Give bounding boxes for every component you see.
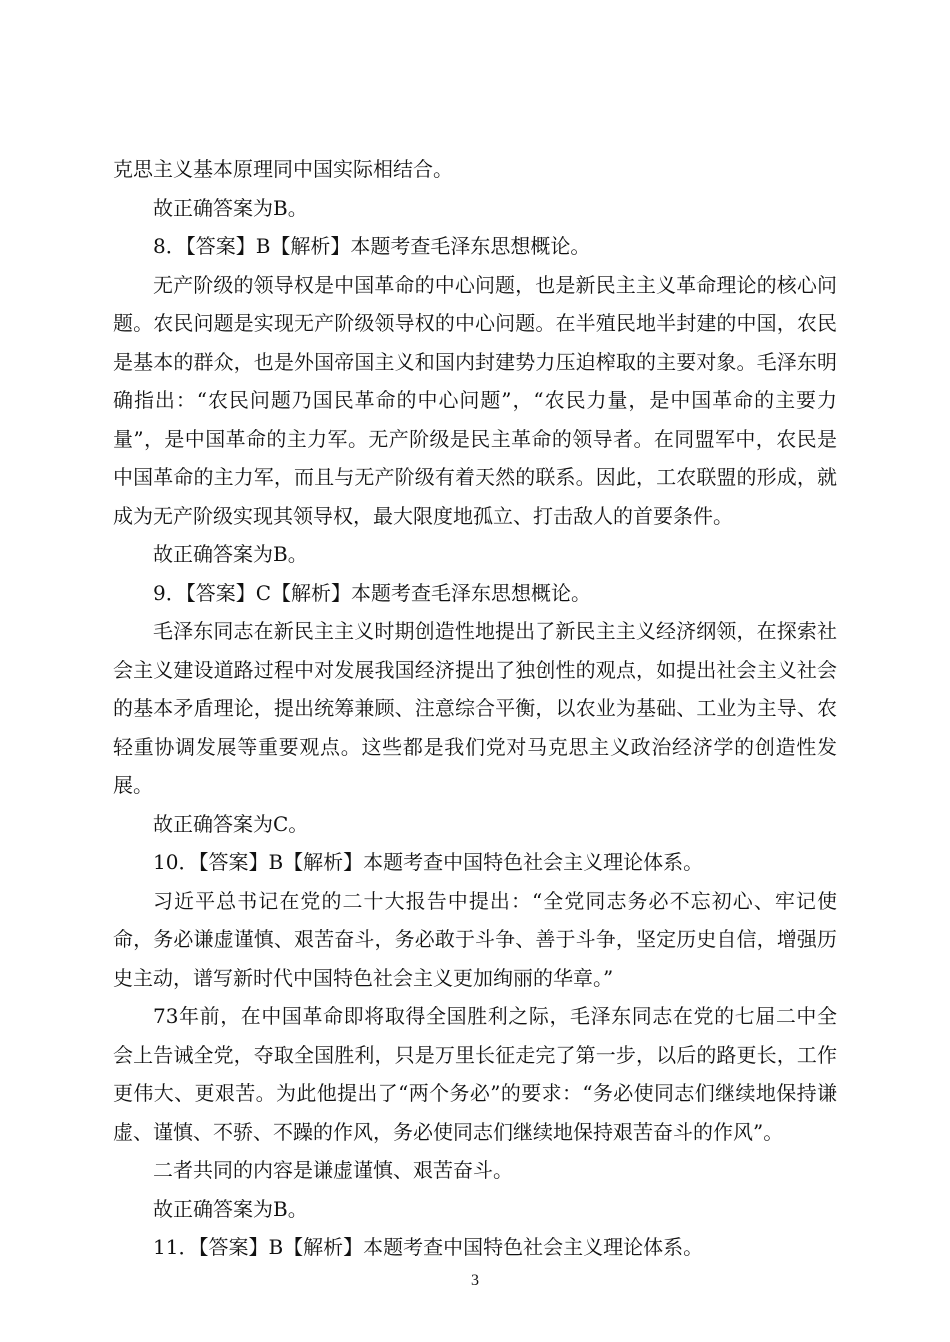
question-10-explanation: 习近平总书记在党的二十大报告中提出：“全党同志务必不忘初心、牢记使命，务必谦虚谨慎、艰苦奋斗，务必敢于斗争、善于斗争，坚定历史自信，增强历史主动，谱写新时代中国特色社会主义更加绚丽的华章。” <box>113 888 837 990</box>
question-8-header: 8．【答案】B【解析】本题考查毛泽东思想概论。 <box>153 234 591 258</box>
question-10-header: 10．【答案】B【解析】本题考查中国特色社会主义理论体系。 <box>153 850 704 874</box>
question-10-explanation-2: 73年前，在中国革命即将取得全国胜利之际，毛泽东同志在党的七届二中全会上告诫全党，夺取全国胜利，只是万里长征走完了第一步，以后的路更长，工作更伟大、更艰苦。为此他提出了“两个务必”的要求：“务必使同志们继续地保持谦虚、谨慎、不骄、不躁的作风，务必使同志们继续地保持艰苦奋斗的作风”。 <box>113 1004 837 1144</box>
question-9-explanation: 毛泽东同志在新民主主义时期创造性地提出了新民主主义经济纲领，在探索社会主义建设道路过程中对发展我国经济提出了独创性的观点，如提出社会主义社会的基本矛盾理论，提出统筹兼顾、注意综合平衡，以农业为基础、工业为主导、农轻重协调发展等重要观点。这些都是我们党对马克思主义政治经济学的创造性发展。 <box>113 619 837 797</box>
question-8-explanation: 无产阶级的领导权是中国革命的中心问题，也是新民主主义革命理论的核心问题。农民问题是实现无产阶级领导权的中心问题。在半殖民地半封建的中国，农民是基本的群众，也是外国帝国主义和国内封建势力压迫榨取的主要对象。毛泽东明确指出：“农民问题乃国民革命的中心问题”，“农民力量，是中国革命的主要力量”，是中国革命的主力军。无产阶级是民主革命的领导者。在同盟军中，农民是中国革命的主力军，而且与无产阶级有着天然的联系。因此，工农联盟的形成，就成为无产阶级实现其领导权，最大限度地孤立、打击敌人的首要条件。 <box>113 272 837 528</box>
paragraph-continuation: 克思主义基本原理同中国实际相结合。 <box>113 157 453 181</box>
document-body <box>113 150 837 1267</box>
answer-line: 故正确答案为B。 <box>153 542 308 566</box>
answer-line: 故正确答案为C。 <box>153 811 309 836</box>
page-number: 3 <box>471 1272 479 1289</box>
answer-line: 故正确答案为B。 <box>153 1196 308 1221</box>
answer-line: 故正确答案为B。 <box>153 195 308 220</box>
question-9-header: 9．【答案】C【解析】本题考查毛泽东思想概论。 <box>153 580 592 605</box>
question-11-header: 11．【答案】B【解析】本题考查中国特色社会主义理论体系。 <box>153 1235 704 1259</box>
question-10-conclusion: 二者共同的内容是谦虚谨慎、艰苦奋斗。 <box>153 1158 513 1182</box>
